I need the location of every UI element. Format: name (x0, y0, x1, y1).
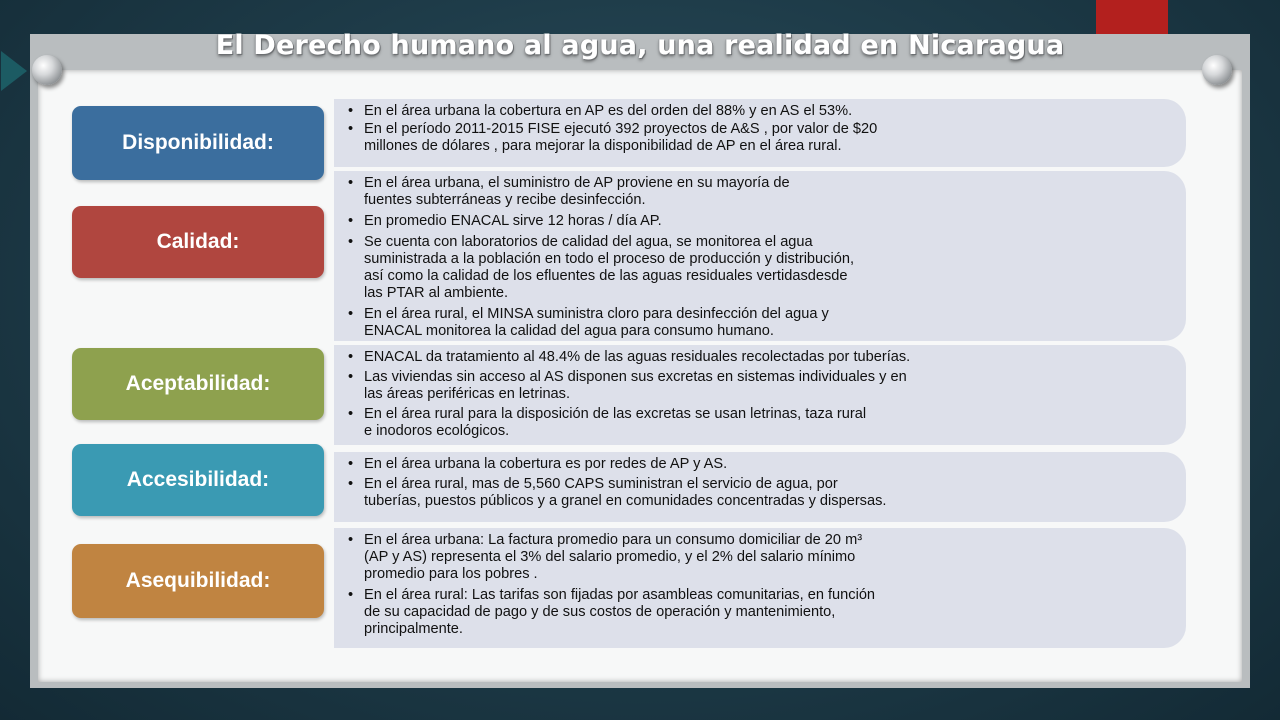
section-asequibilidad (334, 528, 1186, 648)
bullet-item: • En el área rural: Las tarifas son fijadas por asambleas comunitarias, en función de su capacidad de pago y de sus costos de operación y mantenimiento, principalmente. (364, 587, 1178, 638)
label-accesibilidad: Accesibilidad: (72, 444, 324, 516)
section-disponibilidad (334, 99, 1186, 167)
bullet-item: • En el área urbana, el suministro de AP proviene en su mayoría de fuentes subterráneas y recibe desinfección. (364, 175, 1178, 209)
bullet-item: • En promedio ENACAL sirve 12 horas / día AP. (364, 213, 1178, 230)
pin-icon (1202, 55, 1232, 85)
section-accesibilidad (334, 452, 1186, 522)
slide-title: El Derecho humano al agua, una realidad en Nicaragua (215, 30, 1065, 61)
section-aceptabilidad (334, 345, 1186, 445)
bullet-item: • Se cuenta con laboratorios de calidad del agua, se monitorea el agua suministrada a la población en todo el proceso de producción y distribución, así como la calidad de los efluentes de las aguas residuales vertidasdesde las PTAR al ambiente. (364, 234, 1178, 302)
label-asequibilidad: Asequibilidad: (72, 544, 324, 618)
bullet-item: • En el período 2011-2015 FISE ejecutó 392 proyectos de A&S , por valor de $20 millones de dólares , para mejorar la disponibilidad de AP en el área rural. (364, 121, 1178, 155)
label-aceptabilidad: Aceptabilidad: (72, 348, 324, 420)
bullet-item: • En el área urbana: La factura promedio para un consumo domiciliar de 20 m³ (AP y AS) representa el 3% del salario promedio, y el 2% del salario mínimo promedio para los pobres . (364, 532, 1178, 583)
bullet-item: • En el área rural, el MINSA suministra cloro para desinfección del agua y ENACAL monitorea la calidad del agua para consumo humano. (364, 306, 1178, 340)
red-accent-block (1096, 0, 1168, 34)
label-disponibilidad: Disponibilidad: (72, 106, 324, 180)
section-calidad (334, 171, 1186, 341)
bullet-item: • En el área rural para la disposición de las excretas se usan letrinas, taza rural e inodoros ecológicos. (364, 406, 1178, 440)
bullet-item: • Las viviendas sin acceso al AS disponen sus excretas en sistemas individuales y en las áreas periféricas en letrinas. (364, 369, 1178, 403)
bullet-item: • En el área rural, mas de 5,560 CAPS suministran el servicio de agua, por tuberías, puestos públicos y a granel en comunidades concentradas y dispersas. (364, 476, 1178, 510)
bullet-item: • ENACAL da tratamiento al 48.4% de las aguas residuales recolectadas por tuberías. (364, 349, 1178, 366)
label-calidad: Calidad: (72, 206, 324, 278)
pin-icon (32, 55, 62, 85)
bullet-item: • En el área urbana la cobertura es por redes de AP y AS. (364, 456, 1178, 473)
bullet-item: • En el área urbana la cobertura en AP es del orden del 88% y en AS el 53%. (364, 103, 1178, 120)
